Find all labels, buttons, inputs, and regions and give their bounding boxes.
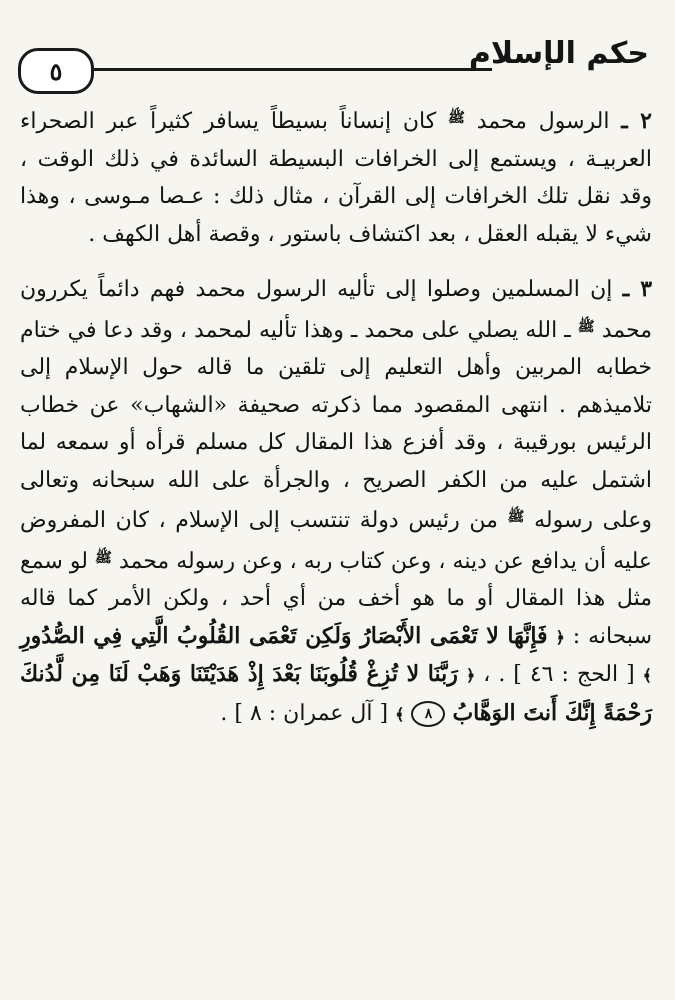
quran-bracket-close: ﴾ (642, 666, 653, 685)
running-title: حكم الإسلام (468, 36, 649, 71)
paragraph-text: من رئيس دولة تنتسب إلى الإسلام ، كان المفروض عليه أن يدافع عن دينه ، وعن كتاب ربه ، وعن رسوله محمد (20, 508, 652, 574)
salawat-ligature: ﷺ (577, 318, 595, 335)
quran-bracket-open: ﴿ (555, 627, 565, 647)
verse-reference: [ الحج : ٤٦ ] . (498, 662, 635, 687)
paragraph-text: كان إنساناً بسيطاً يسافر كثيراً عبر الصحراء العربيـة ، ويستمع إلى الخرافات البسيطة السائدة في ذلك الوقت ، وقد نقل تلك الخرافات إلى القرآن ، مثال ذلك : عـصا مـوسى ، وهذا شيء لا يقبله العقل ، بعد اكتشاف باستور ، وقصة أهل الكهف . (20, 109, 653, 247)
paragraph-number: ٣ ـ (622, 276, 653, 302)
quran-bracket-open: ﴿ (465, 666, 476, 685)
paragraph-number: ٢ ـ (621, 108, 652, 134)
verse-number-marker: ٨ (411, 701, 445, 727)
salawat-ligature: ﷺ (448, 110, 465, 126)
page-number-text: ٥ (49, 56, 63, 86)
salawat-ligature: ﷺ (94, 549, 112, 566)
page-content (20, 100, 652, 980)
paragraph-text: إن المسلمين وصلوا إلى تأليه الرسول محمد فهم دائماً يكررون محمد (20, 277, 652, 343)
quran-bracket-close: ﴾ (395, 704, 405, 724)
paragraph-3 (20, 271, 652, 733)
salawat-ligature: ﷺ (507, 509, 525, 525)
page-header (0, 28, 675, 88)
paragraph-text: ـ الله يصلي على محمد ـ وهذا تأليه لمحمد ، وقد دعا في ختام خطابه المربين وأهل التعليم إلى تلقين ما قاله حول الإسلام إلى تلاميذهم . انتهى المقصود مما ذكرته صحيفة «الشهاب» عن خطاب الرئيس بورقيبة ، وقد أفزع هذا المقال كل مسلم قرأه أو سمعه لما اشتمل عليه من الكفر الصريح ، والجرأة على الله سبحانه وتعالى وعلى رسوله (20, 317, 652, 533)
quran-verse: فَإِنَّهَا لا تَعْمَى الأَبْصَارُ وَلَكِن تَعْمَى القُلُوبُ الَّتِي فِي الصُّدُورِ (20, 622, 548, 649)
paragraph-text: لو سمع مثل هذا المقال أو ما هو أخف من أي أحد ، ولكن الأمر كما قاله سبحانه : (20, 548, 652, 649)
quran-verse: رَبَّنَا لا تُزِغْ قُلُوبَنَا بَعْدَ إِذْ هَدَيْتَنَا وَهَبْ لَنَا مِن لَّدُنكَ رَحْمَةً إِنَّكَ أَنتَ الوَهَّابُ (20, 661, 652, 726)
header-rule (92, 68, 492, 71)
verse-reference: [ آل عمران : ٨ ] . (220, 700, 389, 726)
paragraph-2 (20, 100, 652, 253)
separator: ، (483, 662, 491, 687)
page-number (18, 48, 94, 94)
paragraph-text: الرسول محمد (476, 109, 610, 134)
